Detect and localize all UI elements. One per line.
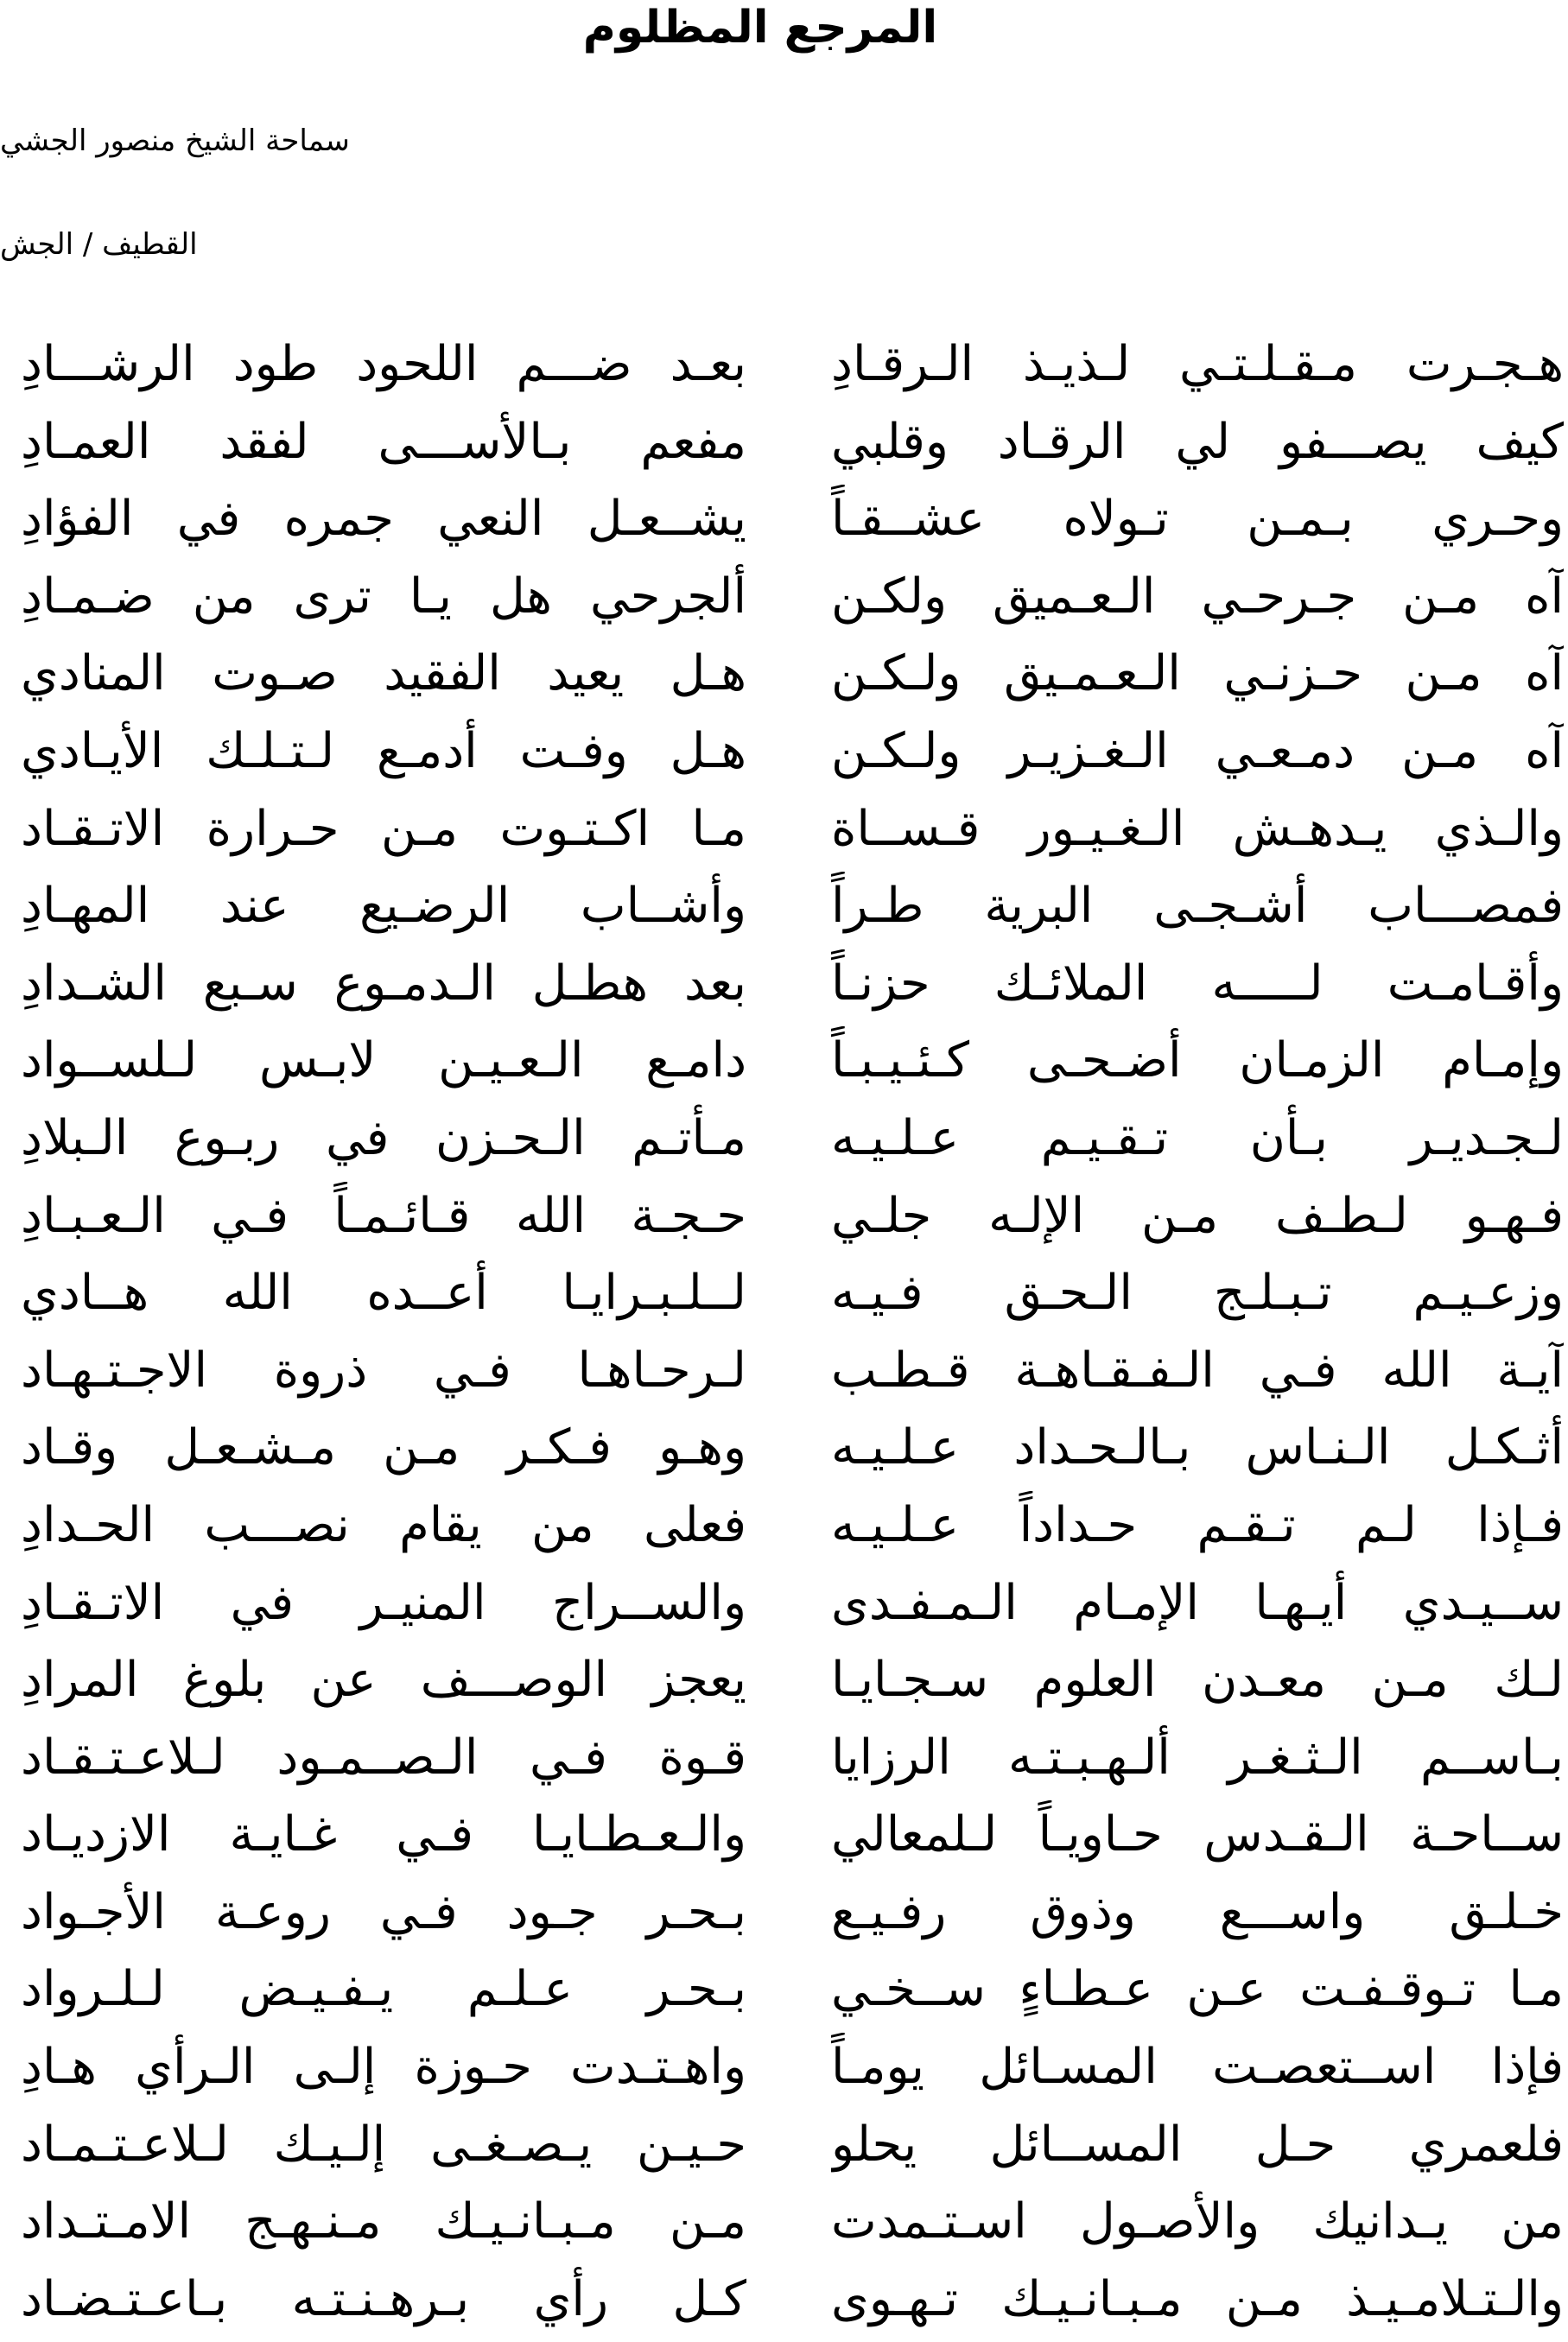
verse-first-hemistich: مـا تـوقـفـت عـن عـطـاءٍ ســخـي	[831, 1961, 1564, 2018]
verse-line	[0, 795, 1568, 873]
verse-first-hemistich: أثـكـل الـنـاس بـالـحـداد عـلـيـه	[831, 1419, 1564, 1476]
verse-line	[0, 1413, 1568, 1491]
verse-second-hemistich: لــلـبـرايـا أعــده الله هــادي	[21, 1265, 746, 1322]
poem-title: المرجع المظلوم	[582, 2, 938, 54]
verse-line	[0, 2265, 1568, 2342]
verse-first-hemistich: وزعـيـم تـبـلـج الـحـق فـيـه	[831, 1265, 1564, 1322]
verse-first-hemistich: وحـري بـمـن تـولاه عشــقـاً	[831, 491, 1564, 548]
verse-second-hemistich: واهـتـدت حـوزة إلـى الـرأي هـادِ	[21, 2039, 746, 2096]
author-name: سماحة الشيخ منصور الجشي	[0, 124, 350, 158]
verse-second-hemistich: بـحـر عـلـم يـفـيـض لـلـرواد	[21, 1961, 746, 2018]
verse-second-hemistich: يعجز الوصـــف عن بلوغ المرادِ	[21, 1652, 746, 1709]
verse-second-hemistich: حـجـة الله قـائـمـاً فـي الـعـبـادِ	[21, 1187, 746, 1244]
verse-second-hemistich: حـيـن يـصـغـى إلـيـك لـلاعـتـمـاد	[21, 2116, 746, 2173]
verse-second-hemistich: والســراج المنيـر في الاتـقـادِ	[21, 1574, 746, 1631]
verse-line	[0, 1182, 1568, 1260]
verse-first-hemistich: آيـة الله فـي الـفـقـاهـة قـطـب	[831, 1342, 1564, 1399]
author-location: القطيف / الجش	[0, 227, 198, 262]
verse-second-hemistich: يشــعـل النعي جمره في الفؤادِ	[21, 491, 746, 548]
verse-first-hemistich: لـك مـن معـدن العلوم سـجـايـا	[831, 1652, 1564, 1709]
verse-second-hemistich: مـأتـم الـحـزن في ربـوع الـبلادِ	[21, 1109, 746, 1166]
verse-second-hemistich: مـن مـبـانـيـك مـنـهـج الامـتـداد	[21, 2193, 746, 2250]
verse-first-hemistich: فمصـــاب أشـجـى البرية طـراً	[831, 878, 1564, 935]
verse-line	[0, 717, 1568, 795]
verse-second-hemistich: هـل يعيد الفقيد صـوت المنادي	[21, 645, 746, 702]
verse-second-hemistich: ألجرحي هل يـا ترى من ضـمـادِ	[21, 568, 746, 625]
verse-first-hemistich: آه مـن دمـعـي الـغـزيـر ولـكـن	[831, 722, 1564, 779]
verse-first-hemistich: ســيـدي أيـهـا الإمـام الـمـفـدى	[831, 1574, 1564, 1631]
verse-first-hemistich: كيف يصـــفو لي الرقـاد وقلبي	[831, 413, 1564, 470]
verse-first-hemistich: والـتـلامـيـذ مـن مـبـانـيـك تـهـوى	[831, 2270, 1564, 2327]
verse-line	[0, 1723, 1568, 1801]
verse-first-hemistich: فإذا اســتعصـت المسـائل يومـاً	[831, 2039, 1564, 2096]
verse-line	[0, 2187, 1568, 2265]
verse-second-hemistich: فعلى من يقام نصـــب الحـدادِ	[21, 1496, 746, 1553]
verse-line	[0, 1259, 1568, 1336]
verse-first-hemistich: فـهـو لـطـف مـن الإلـه جلـي	[831, 1187, 1564, 1244]
verse-line	[0, 1955, 1568, 2033]
verse-line	[0, 1800, 1568, 1878]
verse-first-hemistich: وإمـام الزمـان أضـحـى كـئـيـبـاً	[831, 1032, 1564, 1089]
verse-line	[0, 949, 1568, 1027]
verse-second-hemistich: بـحـر جـود فـي روعـة الأجـواد	[21, 1883, 746, 1940]
verse-line	[0, 408, 1568, 486]
verse-first-hemistich: لـجـديـر بـأن تـقـيـم عـلـيـه	[831, 1109, 1564, 1166]
verse-second-hemistich: دامـع الـعـيـن لابـس لـلســواد	[21, 1032, 746, 1089]
verse-second-hemistich: بعد هطـل الـدمـوع سـبع الشـدادِ	[21, 955, 746, 1012]
verse-first-hemistich: فـإذا لـم تـقـم حـداداً عـلـيـه	[831, 1496, 1564, 1553]
verse-line	[0, 1104, 1568, 1182]
verse-line	[0, 562, 1568, 640]
verse-line	[0, 872, 1568, 949]
verse-first-hemistich: آه مـن جـرحـي الـعـميق ولكـن	[831, 568, 1564, 625]
verse-second-hemistich: وأشــاب الرضـيع عند المهـادِ	[21, 878, 746, 935]
verse-first-hemistich: بـاســم الـثـغـر ألـهـبـتـه الرزايا	[831, 1729, 1564, 1786]
verse-line	[0, 1878, 1568, 1956]
verse-line	[0, 485, 1568, 562]
verse-line	[0, 1646, 1568, 1723]
verse-second-hemistich: لـرحـاهـا فـي ذروة الاجـتـهـاد	[21, 1342, 746, 1399]
verse-first-hemistich: فلعمري حـل المســائل يحلو	[831, 2116, 1564, 2173]
verse-first-hemistich: من يـدانيك والأصـول اسـتـمدت	[831, 2193, 1564, 2250]
verse-line	[0, 2110, 1568, 2188]
verse-line	[0, 639, 1568, 717]
verse-first-hemistich: ســاحـة الـقـدس حـاويـاً لـلمعالي	[831, 1806, 1564, 1863]
verse-first-hemistich: آه مـن حـزنـي الـعـمـيق ولـكـن	[831, 645, 1564, 702]
verse-line	[0, 1336, 1568, 1414]
verse-line	[0, 1569, 1568, 1647]
verse-line	[0, 2033, 1568, 2110]
verse-line	[0, 1026, 1568, 1104]
verse-second-hemistich: بعـد ضـــم اللحود طود الرشـــادِ	[21, 336, 746, 392]
verse-second-hemistich: قـوة فـي الـصــمـود لـلاعـتـقـاد	[21, 1729, 746, 1786]
verse-first-hemistich: والـذي يـدهـش الـغـيـور قـســاة	[831, 800, 1564, 857]
verse-second-hemistich: هـل وفـت أدمـع لـتـلـك الأيـادي	[21, 722, 746, 779]
verse-first-hemistich: هـجـرت مـقـلـتـي لـذيـذ الـرقـادِ	[831, 336, 1564, 392]
verse-first-hemistich: خـلـق واســـع وذوق رفـيـع	[831, 1883, 1564, 1940]
verse-line	[0, 1491, 1568, 1569]
verse-second-hemistich: مـا اكـتـوت مـن حـرارة الاتـقـاد	[21, 800, 746, 857]
verse-second-hemistich: والـعـطـايـا فـي غـايـة الازديـاد	[21, 1806, 746, 1863]
verse-first-hemistich: وأقـامـت لـــــه الملائـك حزنـاً	[831, 955, 1564, 1012]
poem-body	[0, 330, 1568, 2342]
verse-line	[0, 330, 1568, 408]
verse-second-hemistich: كـل رأي بـرهـنـتـه بـاعـتـضـاد	[21, 2270, 746, 2327]
verse-second-hemistich: مفعم بـالأســـى لفقد العمـادِ	[21, 413, 746, 470]
verse-second-hemistich: وهـو فـكـر مـن مـشـعـل وقـاد	[21, 1419, 746, 1476]
